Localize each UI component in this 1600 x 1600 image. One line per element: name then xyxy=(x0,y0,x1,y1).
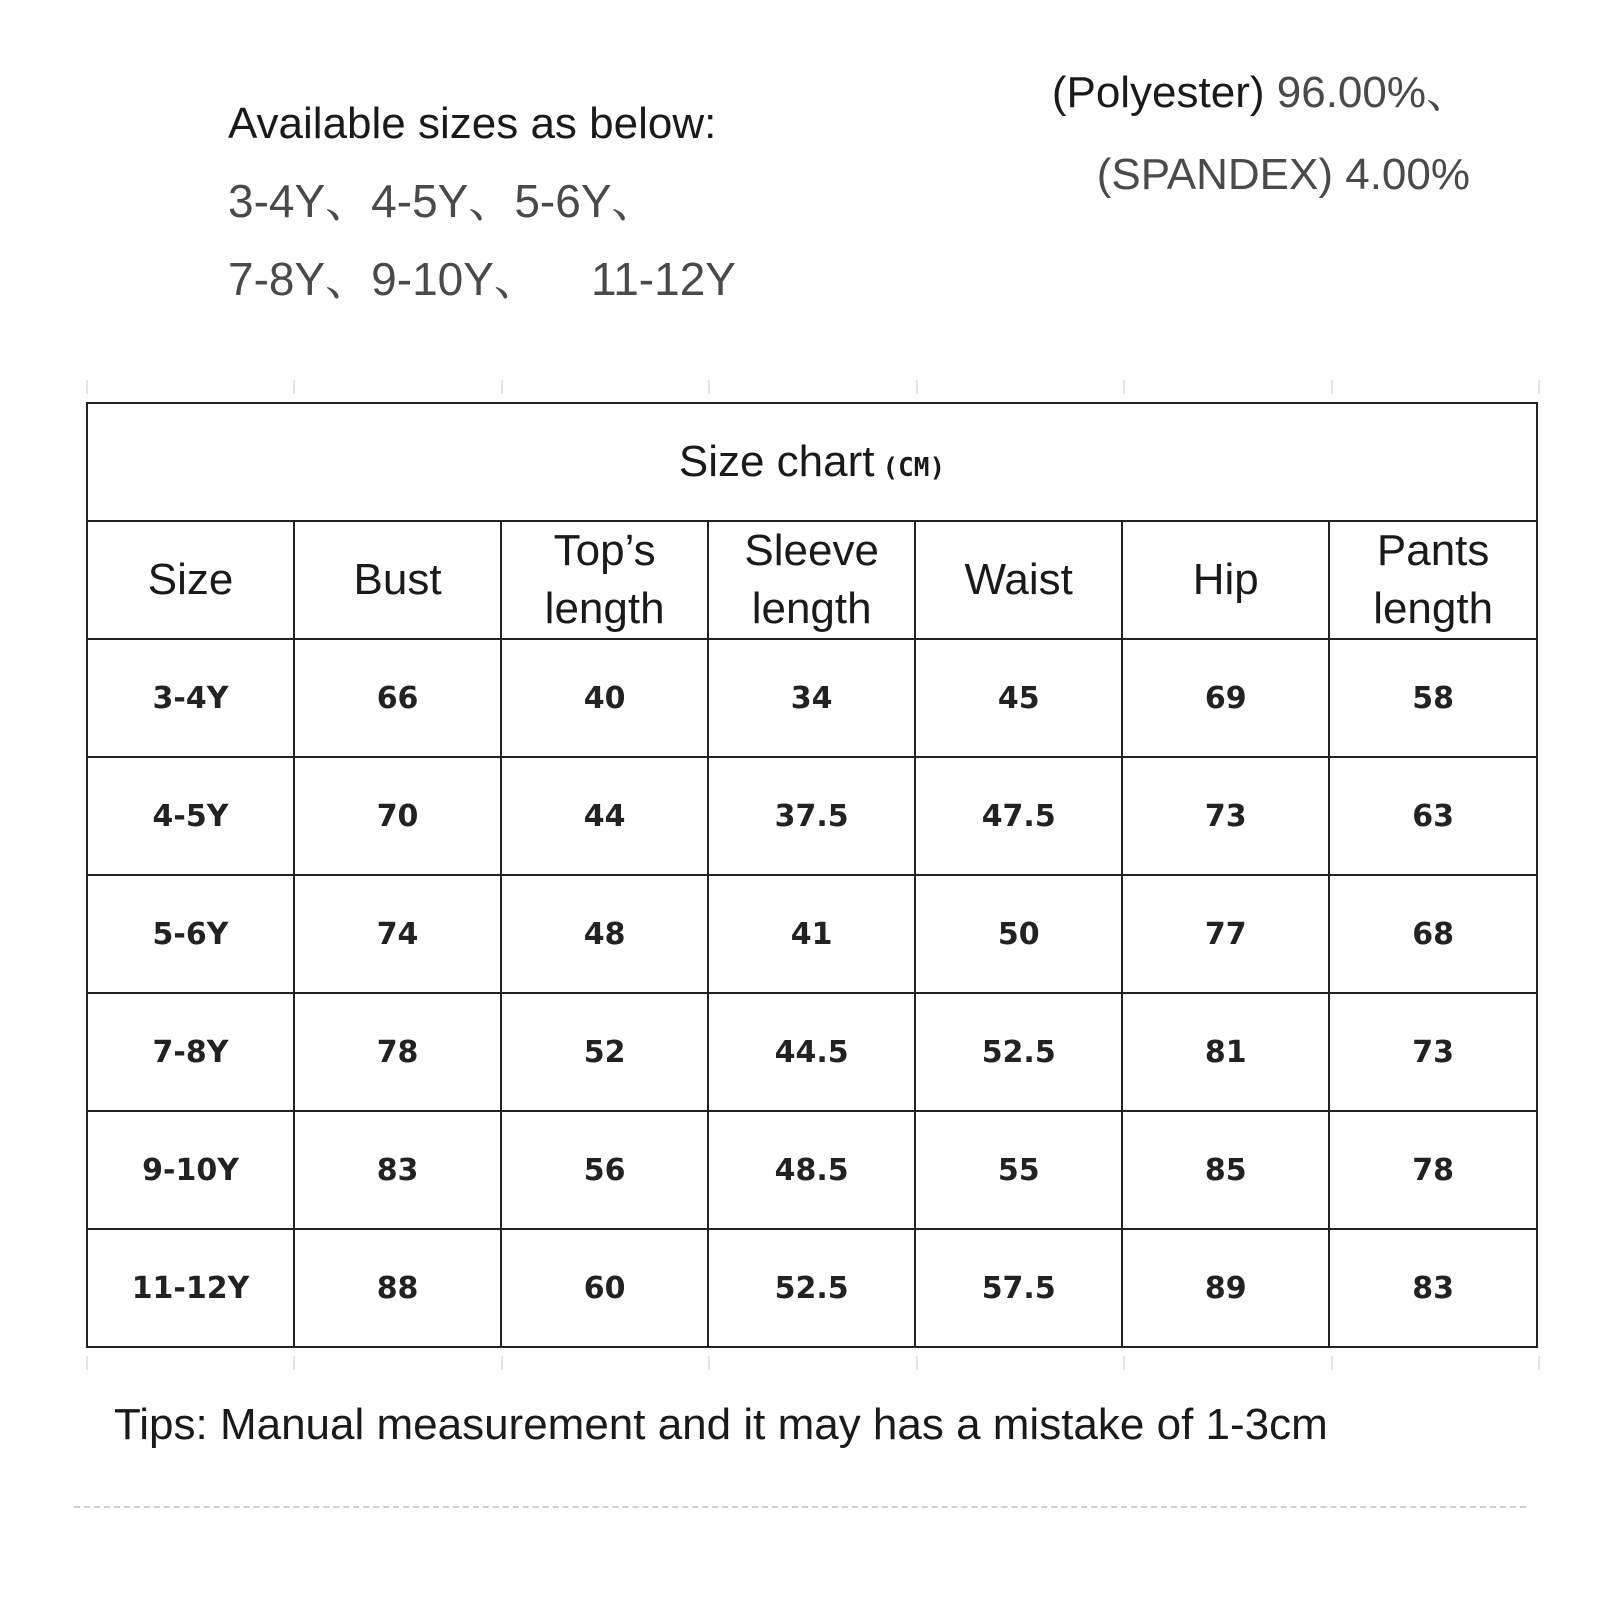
table-cell: 70 xyxy=(294,757,501,875)
grid-tick xyxy=(293,1356,295,1370)
table-cell: 78 xyxy=(1329,1111,1537,1229)
table-cell: 44 xyxy=(501,757,708,875)
measurement-tips: Tips: Manual measurement and it may has a mistake of 1-3cm xyxy=(114,1400,1328,1449)
grid-tick xyxy=(1331,380,1333,394)
dashed-divider xyxy=(74,1506,1526,1508)
grid-tick xyxy=(916,1356,918,1370)
table-cell: 7-8Y xyxy=(87,993,294,1111)
grid-ticks-bottom xyxy=(86,1356,1538,1370)
table-cell: 60 xyxy=(501,1229,708,1347)
table-cell: 58 xyxy=(1329,639,1537,757)
header-waist: Waist xyxy=(915,521,1122,639)
header-sleeve-length: Sleeve length xyxy=(708,521,915,639)
table-cell: 34 xyxy=(708,639,915,757)
grid-tick xyxy=(1123,1356,1125,1370)
table-cell: 52 xyxy=(501,993,708,1111)
size-chart-unit: (CM) xyxy=(882,453,946,483)
table-cell: 4-5Y xyxy=(87,757,294,875)
table-cell: 9-10Y xyxy=(87,1111,294,1229)
table-cell: 37.5 xyxy=(708,757,915,875)
table-cell: 83 xyxy=(1329,1229,1537,1347)
table-cell: 85 xyxy=(1122,1111,1329,1229)
table-cell: 50 xyxy=(915,875,1122,993)
header-size: Size xyxy=(87,521,294,639)
table-cell: 5-6Y xyxy=(87,875,294,993)
grid-tick xyxy=(1538,380,1540,394)
header-bust: Bust xyxy=(294,521,501,639)
grid-tick xyxy=(1331,1356,1333,1370)
size-chart-title: Size chart xyxy=(678,437,875,486)
grid-tick xyxy=(86,1356,88,1370)
table-cell: 47.5 xyxy=(915,757,1122,875)
grid-tick xyxy=(293,380,295,394)
table-cell: 77 xyxy=(1122,875,1329,993)
grid-tick xyxy=(501,1356,503,1370)
grid-tick xyxy=(86,380,88,394)
size-chart-header-row xyxy=(87,521,1537,639)
table-cell: 74 xyxy=(294,875,501,993)
table-cell: 81 xyxy=(1122,993,1329,1111)
table-cell: 45 xyxy=(915,639,1122,757)
table-cell: 48 xyxy=(501,875,708,993)
fabric-polyester-name: (Polyester) xyxy=(1051,68,1265,117)
table-cell: 52.5 xyxy=(708,1229,915,1347)
table-cell: 73 xyxy=(1329,993,1537,1111)
table-cell: 69 xyxy=(1122,639,1329,757)
size-chart-caption-row xyxy=(87,403,1537,521)
grid-tick xyxy=(708,1356,710,1370)
table-row xyxy=(87,639,1537,757)
table-cell: 68 xyxy=(1329,875,1537,993)
table-cell: 44.5 xyxy=(708,993,915,1111)
header-pants-length: Pants length xyxy=(1329,521,1537,639)
table-cell: 41 xyxy=(708,875,915,993)
table-cell: 78 xyxy=(294,993,501,1111)
header-hip: Hip xyxy=(1122,521,1329,639)
table-cell: 66 xyxy=(294,639,501,757)
table-row xyxy=(87,757,1537,875)
table-cell: 3-4Y xyxy=(87,639,294,757)
size-chart-caption xyxy=(87,403,1537,521)
grid-ticks-top xyxy=(86,380,1538,394)
table-cell: 56 xyxy=(501,1111,708,1229)
available-sizes-line-2: 7-8Y、9-10Y、 11-12Y xyxy=(228,253,736,305)
table-cell: 63 xyxy=(1329,757,1537,875)
table-row xyxy=(87,1111,1537,1229)
available-sizes-title: Available sizes as below: xyxy=(228,99,717,148)
table-row xyxy=(87,993,1537,1111)
grid-tick xyxy=(916,380,918,394)
fabric-composition xyxy=(1052,52,1470,216)
grid-tick xyxy=(1538,1356,1540,1370)
table-row xyxy=(87,1229,1537,1347)
table-cell: 57.5 xyxy=(915,1229,1122,1347)
grid-tick xyxy=(501,380,503,394)
table-cell: 55 xyxy=(915,1111,1122,1229)
fabric-polyester-percent: 96.00%、 xyxy=(1276,68,1470,117)
table-cell: 73 xyxy=(1122,757,1329,875)
fabric-spandex-row: (SPANDEX) 4.00% xyxy=(1096,150,1470,199)
grid-tick xyxy=(1123,380,1125,394)
table-cell: 40 xyxy=(501,639,708,757)
available-sizes-line-1: 3-4Y、4-5Y、5-6Y、 xyxy=(228,175,658,227)
header-tops-length: Top’s length xyxy=(501,521,708,639)
fabric-polyester-row xyxy=(1052,52,1470,134)
table-cell: 11-12Y xyxy=(87,1229,294,1347)
table-cell: 83 xyxy=(294,1111,501,1229)
table-cell: 48.5 xyxy=(708,1111,915,1229)
table-cell: 89 xyxy=(1122,1229,1329,1347)
available-sizes-block xyxy=(228,96,736,318)
table-row xyxy=(87,875,1537,993)
table-cell: 88 xyxy=(294,1229,501,1347)
size-chart-table xyxy=(86,402,1538,1348)
grid-tick xyxy=(708,380,710,394)
table-cell: 52.5 xyxy=(915,993,1122,1111)
